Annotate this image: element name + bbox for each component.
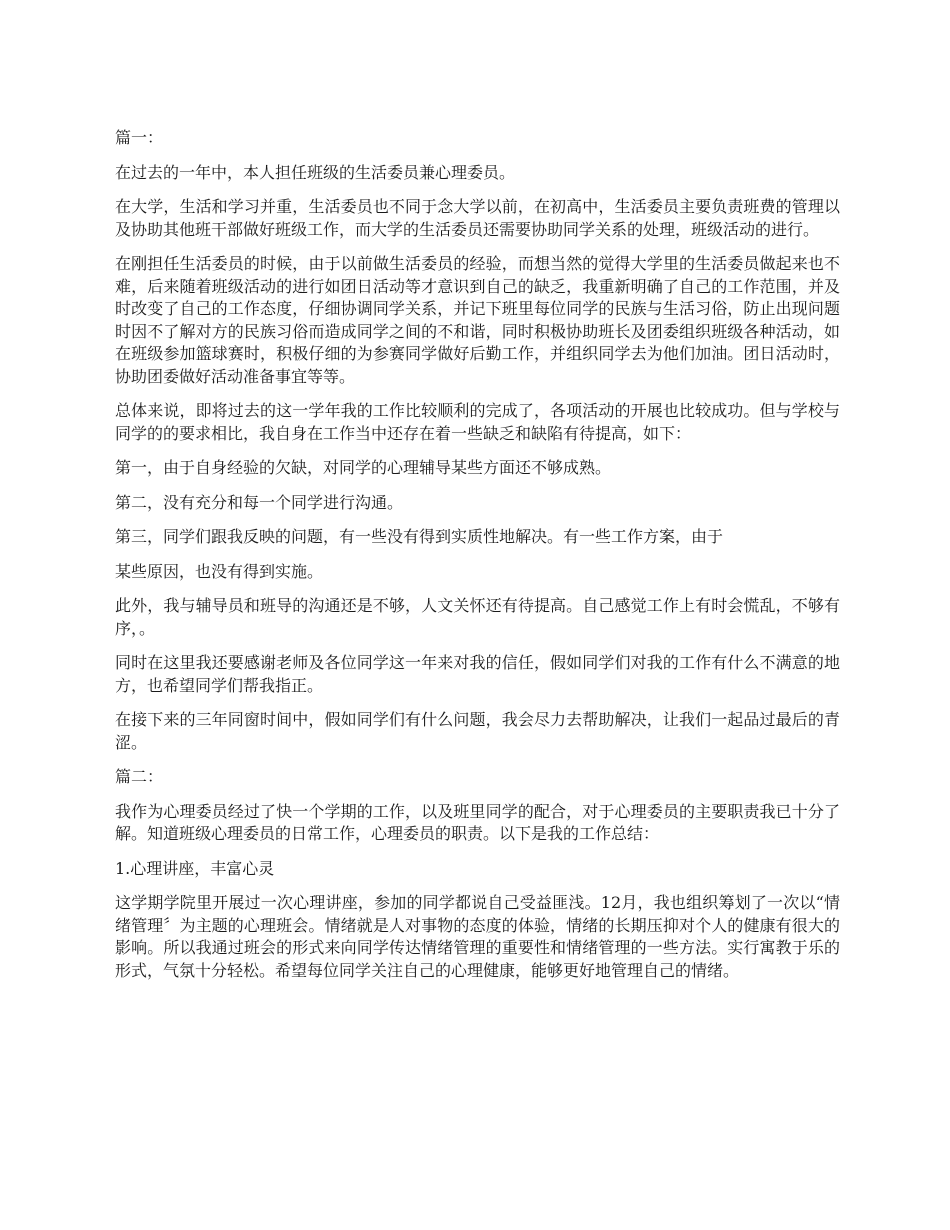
document-page xyxy=(115,127,840,994)
subheading: 1.心理讲座，丰富心灵 xyxy=(115,858,275,878)
paragraph: 第二，没有充分和每一个同学进行沟通。 xyxy=(115,492,404,512)
paragraph: 总体来说，即将过去的这一学年我的工作比较顺利的完成了，各项活动的开展也比较成功。但与学校与同学的的要求相比，我自身在工作当中还存在着一些缺乏和缺陷有待提高，如下： xyxy=(115,401,840,443)
section-heading: 篇一： xyxy=(115,128,164,147)
paragraph: 某些原因，也没有得到实施。 xyxy=(115,561,324,581)
section-heading: 篇二： xyxy=(115,767,164,786)
paragraph: 在刚担任生活委员的时候，由于以前做生活委员的经验，而想当然的觉得大学里的生活委员做起来也不难，后来随着班级活动的进行如团日活动等才意识到自己的缺乏，我重新明确了自己的工作范围，并及时改变了自己的工作态度，仔细协调同学关系，并记下班里每位同学的民族与生活习俗，防止出现问题时因不了解对方的民族习俗而造成同学之间的不和谐，同时积极协助班长及团委组织班级各种活动，如在班级参加篮球赛时，积极仔细的为参赛同学做好后勤工作，并组织同学去为他们加油。团日活动时，协助团委做好活动准备事宜等等。 xyxy=(115,254,840,386)
paragraph: 在大学，生活和学习并重，生活委员也不同于念大学以前，在初高中，生活委员主要负责班费的管理以及协助其他班干部做好班级工作，而大学的生活委员还需要协助同学关系的处理，班级活动的进行。 xyxy=(115,197,840,239)
paragraph: 这学期学院里开展过一次心理讲座，参加的同学都说自己受益匪浅。12月，我也组织筹划了一次以“情绪管理〞为主题的心理班会。情绪就是人对事物的态度的体验，情绪的长期压抑对个人的健康有很大的影响。所以我通过班会的形式来向同学传达情绪管理的重要性和情绪管理的一些方法。实行寓教于乐的形式，气氛十分轻松。希望每位同学关注自己的心理健康，能够更好地管理自己的情绪。 xyxy=(115,893,840,980)
paragraph: 同时在这里我还要感谢老师及各位同学这一年来对我的信任，假如同学们对我的工作有什么不满意的地方，也希望同学们帮我指正。 xyxy=(115,653,840,695)
paragraph: 第三，同学们跟我反映的问题，有一些没有得到实质性地解决。有一些工作方案，由于 xyxy=(115,527,724,546)
paragraph: 此外，我与辅导员和班导的沟通还是不够，人文关怀还有待提高。自己感觉工作上有时会慌乱，不够有序，。 xyxy=(115,596,840,638)
paragraph: 在过去的一年中，本人担任班级的生活委员兼心理委员。 xyxy=(115,162,516,182)
paragraph: 我作为心理委员经过了快一个学期的工作，以及班里同学的配合，对于心理委员的主要职责我已十分了解。知道班级心理委员的日常工作，心理委员的职责。以下是我的工作总结： xyxy=(115,801,840,843)
paragraph: 第一，由于自身经验的欠缺，对同学的心理辅导某些方面还不够成熟。 xyxy=(115,458,612,477)
paragraph: 在接下来的三年同窗时间中，假如同学们有什么问题，我会尽力去帮助解决，让我们一起品过最后的青涩。 xyxy=(115,710,840,752)
